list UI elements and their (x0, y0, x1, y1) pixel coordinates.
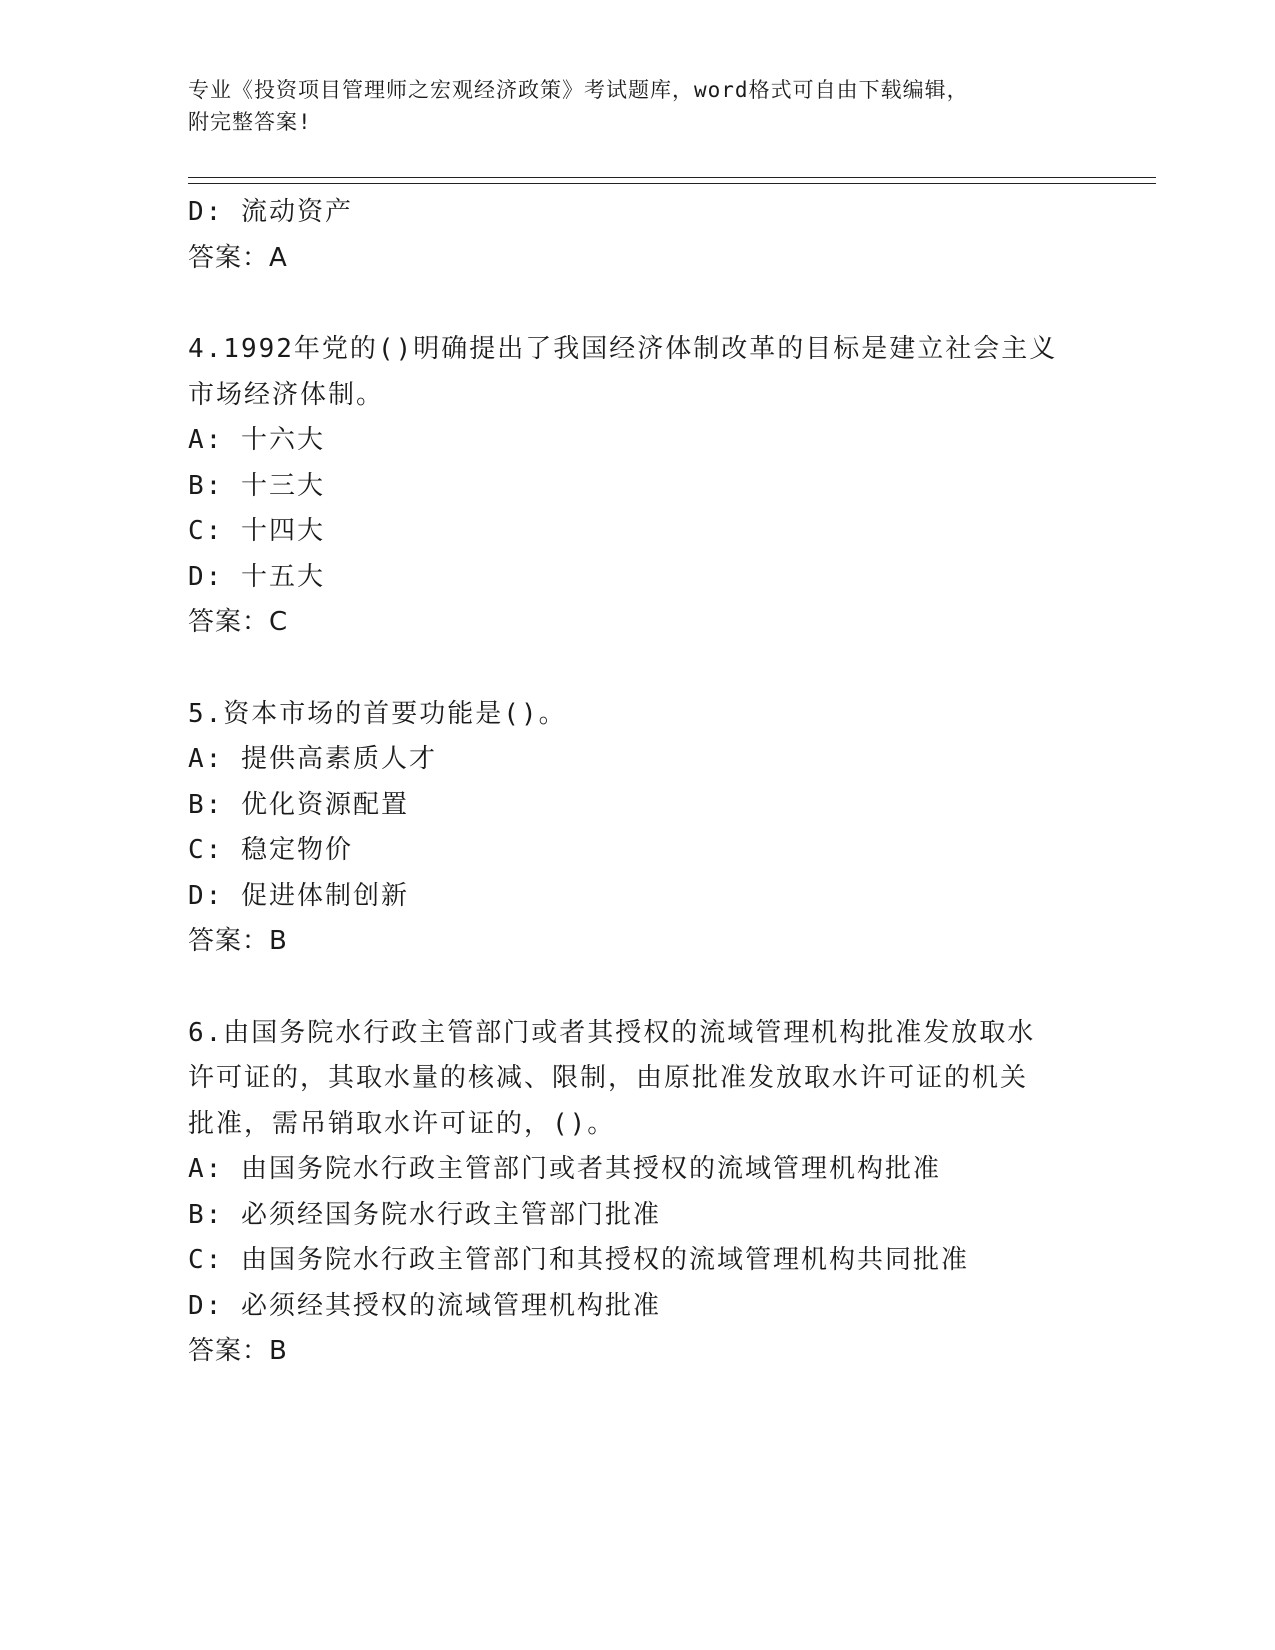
header-line: 专业《投资项目管理师之宏观经济政策》考试题库，word格式可自由下载编辑， (188, 78, 969, 102)
question-stem: 4.1992年党的()明确提出了我国经济体制改革的目标是建立社会主义 (188, 334, 1058, 364)
option-c: C: 稳定物价 (188, 835, 353, 865)
spacer (188, 281, 1088, 327)
option-d: D: 必须经其授权的流域管理机构批准 (188, 1290, 661, 1321)
option-a: A: 十六大 (188, 425, 325, 455)
answer-line: 答案：C (188, 607, 289, 637)
option-b: B: 优化资源配置 (188, 789, 409, 820)
header-divider (188, 177, 1156, 178)
option-a: A: 提供高素质人才 (188, 744, 437, 774)
answer-line: 答案：B (188, 926, 288, 956)
spacer (188, 646, 1088, 692)
option-c: C: 由国务院水行政主管部门和其授权的流域管理机构共同批准 (188, 1245, 969, 1275)
answer-line: 答案：B (188, 1336, 288, 1366)
question-list (188, 190, 1088, 1375)
option-d: D: 促进体制创新 (188, 880, 409, 911)
header-divider (188, 183, 1156, 184)
option-b: B: 必须经国务院水行政主管部门批准 (188, 1199, 661, 1230)
option-d: D: 十五大 (188, 561, 325, 592)
question-stem: 市场经济体制。 (188, 379, 385, 410)
option-d: D: 流动资产 (188, 197, 353, 227)
spacer (188, 965, 1088, 1011)
header-line: 附完整答案! (188, 110, 312, 134)
option-b: B: 十三大 (188, 470, 325, 501)
question-stem: 许可证的，其取水量的核减、限制，由原批准发放取水许可证的机关 (188, 1063, 1029, 1093)
question-stem: 5.资本市场的首要功能是()。 (188, 698, 567, 729)
option-c: C: 十四大 (188, 516, 325, 546)
question-stem: 6.由国务院水行政主管部门或者其授权的流域管理机构批准发放取水 (188, 1017, 1036, 1048)
answer-line: 答案：A (188, 242, 288, 273)
question-stem: 批准，需吊销取水许可证的，()。 (188, 1108, 616, 1139)
option-a: A: 由国务院水行政主管部门或者其授权的流域管理机构批准 (188, 1154, 941, 1184)
document-header (188, 74, 1068, 138)
